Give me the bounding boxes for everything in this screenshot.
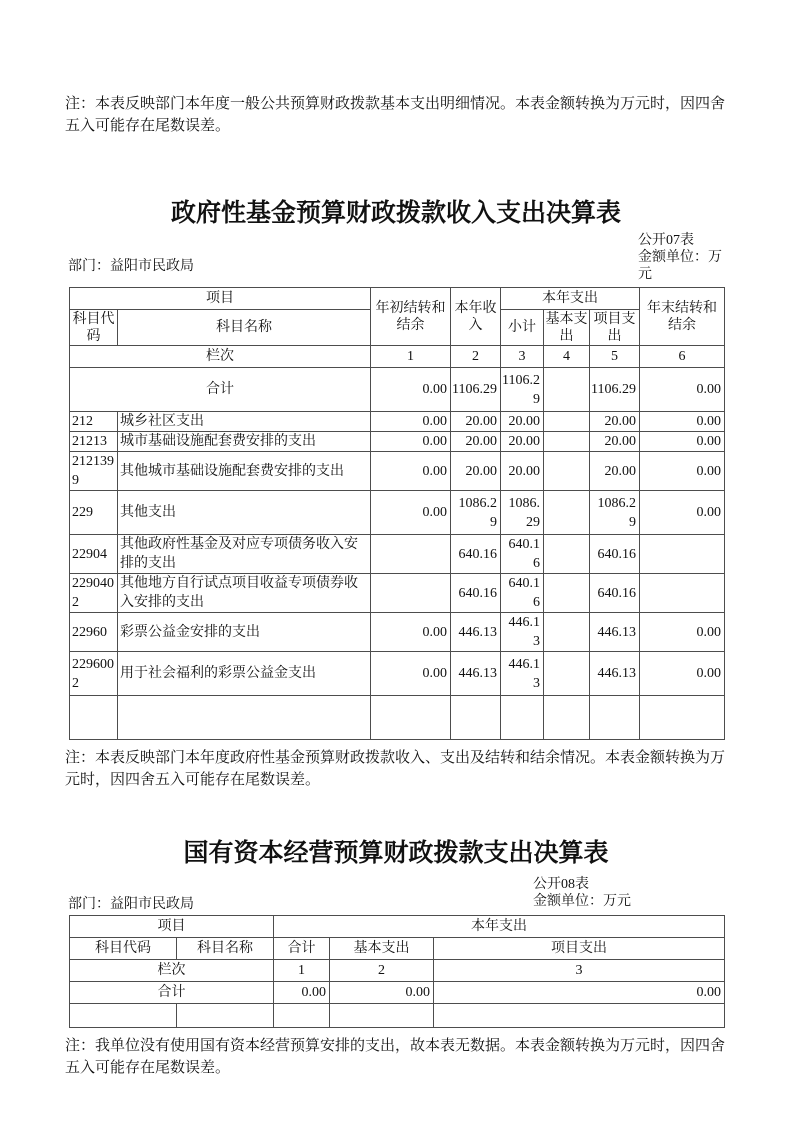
total-row: [70, 368, 725, 412]
project-cell: 1086.29: [590, 491, 640, 535]
header-item: 项目: [70, 288, 371, 310]
subject-code-cell: [70, 696, 118, 740]
table-row: [70, 412, 725, 432]
col-number: 1: [274, 960, 330, 982]
total-label: 合计: [70, 368, 371, 412]
header-year-income: 本年收入: [451, 288, 501, 346]
basic-cell: [544, 696, 590, 740]
subtotal-cell: 20.00: [501, 412, 544, 432]
income-cell: 446.13: [451, 613, 501, 652]
table-row: [70, 574, 725, 613]
basic-cell: [544, 535, 590, 574]
header-end-balance: 年末结转和结余: [640, 288, 725, 346]
subject-code-cell: 22960: [70, 613, 118, 652]
gov-fund-note: 注：本表反映部门本年度政府性基金预算财政拨款收入、支出及结转和结余情况。本表金额转换为万元时，因四舍五入可能存在尾数误差。: [65, 750, 726, 788]
header-subtotal: 小计: [501, 310, 544, 346]
begin-cell: 0.00: [371, 432, 451, 452]
subject-name-cell: [177, 1004, 274, 1028]
subtotal-cell: 446.13: [501, 652, 544, 696]
end-cell: 0.00: [640, 491, 725, 535]
project-cell: 0.00: [434, 982, 725, 1004]
col-number: 5: [590, 346, 640, 368]
end-cell: 0.00: [640, 412, 725, 432]
subject-code-cell: 229: [70, 491, 118, 535]
unit-label: 金额单位：万元: [533, 894, 631, 909]
subject-code-cell: 2290402: [70, 574, 118, 613]
header-project-expense: 项目支出: [434, 938, 725, 960]
total-label: 合计: [70, 982, 274, 1004]
table-row: [70, 491, 725, 535]
basic-cell: [544, 652, 590, 696]
col-number: 3: [434, 960, 725, 982]
header-basic-expense: 基本支出: [545, 311, 588, 344]
subtotal-cell: 1086.29: [501, 491, 544, 535]
subject-name-cell: 城市基础设施配套费安排的支出: [118, 432, 371, 452]
subject-code-cell: [70, 1004, 177, 1028]
table-row: [70, 452, 725, 491]
subtotal-cell: 446.13: [501, 613, 544, 652]
subject-name-cell: [118, 696, 371, 740]
header-year-expense: 本年支出: [274, 916, 725, 938]
table-row: [70, 696, 725, 740]
gov-fund-meta: [65, 231, 727, 287]
table-row: [70, 432, 725, 452]
basic-cell: [544, 613, 590, 652]
col-number: 3: [501, 346, 544, 368]
income-cell: 20.00: [451, 412, 501, 432]
end-cell: [640, 696, 725, 740]
basic-cell: [544, 432, 590, 452]
project-cell: 640.16: [590, 535, 640, 574]
end-cell: 0.00: [640, 652, 725, 696]
subject-code-cell: 2296002: [70, 652, 118, 696]
column-row-label: 栏次: [70, 960, 274, 982]
begin-cell: 0.00: [371, 412, 451, 432]
income-cell: 640.16: [451, 535, 501, 574]
subject-name-cell: 其他地方自行试点项目收益专项债券收入安排的支出: [118, 574, 371, 613]
header-subject-code: 科目代码: [70, 310, 118, 346]
header-total: 合计: [274, 938, 330, 960]
total-cell: 0.00: [274, 982, 330, 1004]
gov-fund-table: [69, 287, 725, 740]
begin-cell: 0.00: [371, 613, 451, 652]
begin-cell: [371, 535, 451, 574]
project-cell: 20.00: [590, 452, 640, 491]
begin-cell: 0.00: [371, 652, 451, 696]
header-begin-balance: 年初结转和结余: [371, 288, 451, 346]
table-row: [70, 535, 725, 574]
table-code-and-unit: [638, 232, 727, 283]
project-cell: [434, 1004, 725, 1028]
subtotal-cell: 20.00: [501, 432, 544, 452]
department-label: 部门：益阳市民政局: [68, 897, 194, 912]
table-code-and-unit: [533, 876, 727, 910]
table-code-label: 公开07表: [638, 233, 694, 248]
state-capital-title: 国有资本经营预算财政拨款支出决算表: [183, 840, 609, 867]
state-capital-note: 注：我单位没有使用国有资本经营预算安排的支出，故本表无数据。本表金额转换为万元时，因四舍五入可能存在尾数误差。: [65, 1038, 726, 1076]
empty-row: [70, 1004, 725, 1028]
end-cell: 0.00: [640, 613, 725, 652]
subtotal-cell: 640.16: [501, 574, 544, 613]
begin-cell: [371, 696, 451, 740]
project-cell: [590, 696, 640, 740]
begin-cell: 0.00: [371, 452, 451, 491]
subject-name-cell: 彩票公益金安排的支出: [118, 613, 371, 652]
total-income: 1106.29: [451, 368, 501, 412]
subject-code-cell: 212: [70, 412, 118, 432]
income-cell: 1086.29: [451, 491, 501, 535]
subtotal-cell: 640.16: [501, 535, 544, 574]
basic-cell: [544, 412, 590, 432]
total-basic: [544, 368, 590, 412]
header-project-expense: 项目支出: [590, 310, 640, 346]
table-row: [70, 652, 725, 696]
basic-cell: 0.00: [330, 982, 434, 1004]
basic-cell: [330, 1004, 434, 1028]
total-subtotal: 1106.29: [501, 368, 544, 412]
income-cell: 20.00: [451, 432, 501, 452]
basic-cell: [544, 574, 590, 613]
unit-label: 金额单位：万元: [638, 250, 722, 282]
project-cell: 640.16: [590, 574, 640, 613]
end-cell: [640, 535, 725, 574]
project-cell: 446.13: [590, 613, 640, 652]
header-basic-expense: 基本支出: [330, 938, 434, 960]
table-code-label: 公开08表: [533, 877, 589, 892]
project-cell: 20.00: [590, 432, 640, 452]
income-cell: [451, 696, 501, 740]
table-row: [70, 613, 725, 652]
state-capital-meta: [65, 871, 727, 915]
subject-name-cell: 其他支出: [118, 491, 371, 535]
project-cell: 20.00: [590, 412, 640, 432]
begin-cell: 0.00: [371, 491, 451, 535]
header-subject-name: 科目名称: [177, 938, 274, 960]
col-number: 6: [640, 346, 725, 368]
end-cell: 0.00: [640, 452, 725, 491]
col-number: 2: [451, 346, 501, 368]
header-year-expense: 本年支出: [501, 288, 640, 310]
state-capital-table: [69, 915, 725, 1028]
header-subject-code: 科目代码: [70, 938, 177, 960]
end-cell: 0.00: [640, 432, 725, 452]
total-row: [70, 982, 725, 1004]
subject-code-cell: 22904: [70, 535, 118, 574]
top-note: 注：本表反映部门本年度一般公共预算财政拨款基本支出明细情况。本表金额转换为万元时，因四舍五入可能存在尾数误差。: [65, 96, 726, 134]
basic-cell: [544, 452, 590, 491]
col-number: 4: [544, 346, 590, 368]
subtotal-cell: 20.00: [501, 452, 544, 491]
total-begin: 0.00: [371, 368, 451, 412]
subject-code-cell: 2121399: [70, 452, 118, 491]
income-cell: 640.16: [451, 574, 501, 613]
col-number: 1: [371, 346, 451, 368]
total-end: 0.00: [640, 368, 725, 412]
subject-code-cell: 21213: [70, 432, 118, 452]
subject-name-cell: 其他政府性基金及对应专项债务收入安排的支出: [118, 535, 371, 574]
income-cell: 20.00: [451, 452, 501, 491]
basic-cell: [544, 491, 590, 535]
subtotal-cell: [501, 696, 544, 740]
total-cell: [274, 1004, 330, 1028]
project-cell: 446.13: [590, 652, 640, 696]
header-item: 项目: [70, 916, 274, 938]
department-label: 部门：益阳市民政局: [68, 259, 194, 274]
total-project: 1106.29: [590, 368, 640, 412]
subject-name-cell: 城乡社区支出: [118, 412, 371, 432]
income-cell: 446.13: [451, 652, 501, 696]
col-number: 2: [330, 960, 434, 982]
end-cell: [640, 574, 725, 613]
subject-name-cell: 其他城市基础设施配套费安排的支出: [118, 452, 371, 491]
begin-cell: [371, 574, 451, 613]
header-subject-name: 科目名称: [118, 310, 371, 346]
subject-name-cell: 用于社会福利的彩票公益金支出: [118, 652, 371, 696]
gov-fund-title: 政府性基金预算财政拨款收入支出决算表: [170, 200, 621, 227]
column-row-label: 栏次: [70, 346, 371, 368]
